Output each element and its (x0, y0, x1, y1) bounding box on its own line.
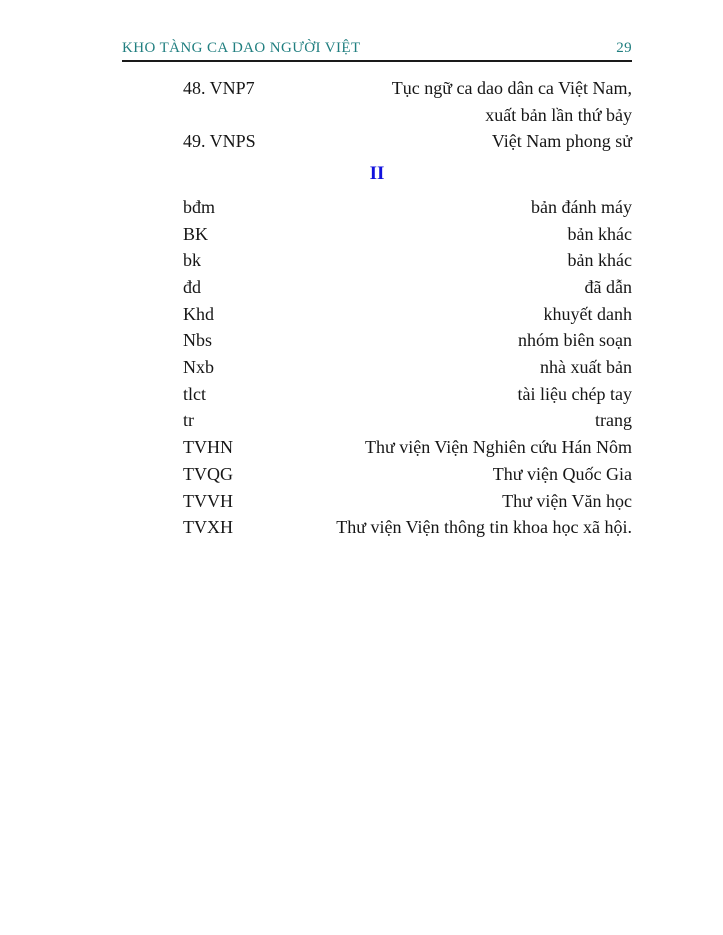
abbreviation: 48. VNP7 (183, 78, 255, 98)
meaning: bản đánh máy (531, 196, 632, 217)
abbreviation: Khd (183, 303, 214, 324)
abbreviation: Nbs (183, 330, 213, 351)
abbreviation: bk (183, 250, 201, 271)
meaning: bản khác (567, 223, 632, 244)
running-header-title: KHO TÀNG CA DAO NGƯỜI VIỆT (122, 40, 361, 56)
section-heading: II (369, 163, 385, 185)
abbreviation: bđm (183, 196, 216, 217)
meaning (255, 75, 632, 128)
page-content (122, 0, 632, 541)
meaning: trang (595, 410, 632, 431)
abbreviation: TVXH (183, 517, 233, 538)
abbreviation-entries (122, 194, 632, 541)
abbreviation-list (122, 75, 632, 541)
meaning: Thư viện Văn học (502, 490, 632, 511)
meaning-line-2: xuất bản lần thứ bảy (485, 104, 632, 125)
abbreviation: Nxb (183, 357, 214, 378)
meaning: Việt Nam phong sử (491, 131, 632, 152)
meaning: đã dẫn (584, 276, 632, 297)
meaning: khuyết danh (543, 303, 632, 324)
meaning: Thư viện Viện thông tin khoa học xã hội. (336, 517, 632, 538)
abbreviation: BK (183, 223, 209, 244)
abbreviation-entry (122, 407, 632, 434)
abbreviation-entry (122, 434, 632, 461)
abbreviation-entry (122, 381, 632, 408)
meaning: nhà xuất bản (540, 357, 632, 378)
abbreviation-entry (122, 75, 632, 128)
abbreviation: tlct (183, 383, 206, 404)
abbreviation-entry (122, 247, 632, 274)
abbreviation-entry (122, 221, 632, 248)
abbreviation: TVVH (183, 490, 233, 511)
abbreviation-entry (122, 301, 632, 328)
abbreviation-entry (122, 194, 632, 221)
page-number: 29 (616, 40, 632, 56)
header-rule (122, 60, 632, 62)
abbreviation: đd (183, 276, 201, 297)
meaning: tài liệu chép tay (517, 383, 632, 404)
meaning: nhóm biên soạn (518, 330, 632, 351)
abbreviation-entry (122, 514, 632, 541)
abbreviation: TVHN (183, 437, 233, 458)
meaning: bản khác (567, 250, 632, 271)
abbreviation-entry (122, 327, 632, 354)
abbreviation: TVQG (183, 463, 233, 484)
abbreviation-entry (122, 488, 632, 515)
running-header (122, 0, 632, 57)
meaning: Thư viện Viện Nghiên cứu Hán Nôm (364, 437, 632, 458)
abbreviation: 49. VNPS (183, 131, 256, 152)
abbreviation-entry (122, 274, 632, 301)
abbreviation-entry (122, 354, 632, 381)
meaning: Thư viện Quốc Gia (492, 463, 632, 484)
abbreviation-entry (122, 128, 632, 155)
abbreviation-entry (122, 461, 632, 488)
meaning-line-1: Tục ngữ ca dao dân ca Việt Nam, (391, 78, 632, 98)
abbreviation: tr (183, 410, 194, 431)
